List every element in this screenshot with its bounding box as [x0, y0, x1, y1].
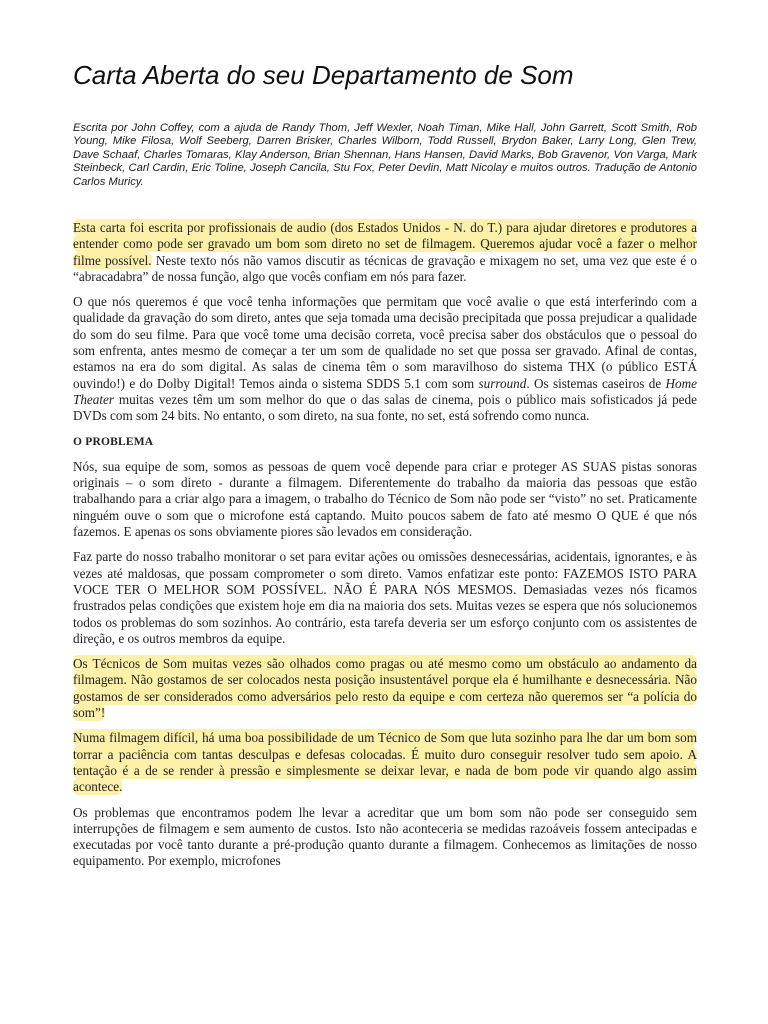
paragraph-team: Nós, sua equipe de som, somos as pessoas de quem você depende para criar e proteger AS SUAS pistas sonoras originais – o som direto - durante a filmagem. Diferentemente do trabalho da maioria das pessoas que estão trabalhando para a criar algo para a imagem, o trabalho do Técnico de Som não pode ser “visto” no set. Praticamente ninguém ouve o som que o microfone está captando. Muito poucos sabem de fato até mesmo O QUE é que nós fazemos. E apenas os sons obviamente piores são levados em consideração. — [73, 458, 697, 540]
italic-term-surround: surround — [478, 375, 527, 391]
italic-term-home-theater: Home Theater — [73, 375, 697, 407]
paragraph-text: Neste texto nós não vamos discutir as técnicas de gravação e mixagem no set, uma vez que este é o “abracadabra” de nossa função, algo que vocês confiam em nós para fazer. — [73, 252, 697, 284]
section-heading-problema: O PROBLEMA — [73, 435, 154, 448]
document-body — [73, 220, 697, 879]
paragraph-difficult-shoot — [73, 730, 697, 795]
paragraph-intro — [73, 220, 697, 285]
paragraph-text: O que nós queremos é que você tenha informações que permitam que você avalie o que está interferindo com a qualidade da gravação do som direto, antes que seja tomada uma decisão precipitada que possa prejudicar a qualidade do som do seu filme. Para que você tome uma decisão correta, você precisa saber dos obstáculos que o pessoal do som enfrenta, antes mesmo de começar a ter um som de qualidade no set que possa ser gravado. Afinal de contas, estamos na era do som digital. As salas de cinema têm o som maravilhoso do sistema THX (o público ESTÁ ouvindo!) e do Dolby Digital! Temos ainda o sistema SDDS 5.1 com som — [73, 294, 697, 391]
paragraph-problems: Os problemas que encontramos podem lhe levar a acreditar que um bom som não pode ser conseguido sem interrupções de filmagem e sem aumento de custos. Isto não aconteceria se medidas razoáveis fossem antecipadas e executadas por você tanto durante a pré-produção quanto durante a filmagem. Conhecemos as limitações de nosso equipamento. Por exemplo, microfones — [73, 804, 697, 869]
document-title: Carta Aberta do seu Departamento de Som — [73, 60, 574, 90]
highlighted-text: Os Técnicos de Som muitas vezes são olhados como pragas ou até mesmo como um obstáculo ao andamento da filmagem. Não gostamos de ser colocados nesta posição insustentável porque ela é humilhante e desnecessária. Não gostamos de ser considerados como adversários pelo resto da equipe e com certeza não queremos ser “a polícia do som”! — [73, 656, 697, 721]
paragraph-monitoring: Faz parte do nosso trabalho monitorar o set para evitar ações ou omissões desnecessárias, acidentais, ignorantes, e às vezes até maldosas, que possam comprometer o som direto. Vamos enfatizar este ponto: FAZEMOS ISTO PARA VOCE TER O MELHOR SOM POSSÍVEL. NÃO É PARA NÓS MESMOS. Demasiadas vezes nós ficamos frustrados pelas condições que existem hoje em dia na maioria dos sets. Muitas vezes se espera que nós solucionemos todos os problemas do som sozinhos. Ao contrário, esta tarefa deveria ser um esforço conjunto com os assistentes de direção, e os outros membros da equipe. — [73, 549, 697, 646]
highlighted-text: Esta carta foi escrita por profissionais de audio (dos Estados Unidos - N. do T.) para ajudar diretores e produtores a entender como pode ser gravado um bom som direto no set de filmagem. Queremos ajudar você a fazer o melhor filme possível. — [73, 220, 697, 268]
paragraph-pests — [73, 656, 697, 721]
paragraph-text: . Os sistemas caseiros de — [526, 375, 666, 391]
authors-credit: Escrita por John Coffey, com a ajuda de Randy Thom, Jeff Wexler, Noah Timan, Mike Hall, John Garrett, Scott Smith, Rob Young, Mike Filosa, Wolf Seeberg, Darren Brisker, Charles Wilborn, Todd Russell, Brydon Baker, Larry Long, Glen Trew, Dave Schaaf, Charles Tomaras, Klay Anderson, Brian Shennan, Hans Hansen, David Marks, Bob Gravenor, Von Varga, Mark Steinbeck, Carl Cardin, Eric Toline, Joseph Cancila, Stu Fox, Peter Devlin, Matt Nicolay e muitos outros. Tradução de Antonio Carlos Muricy. — [73, 122, 697, 188]
paragraph-text: muitas vezes têm um som melhor do que o das salas de cinema, pois o público mais sofisticados já pede DVDs com som 24 bits. No entanto, o som direto, na sua fonte, no set, está sofrendo como nunca. — [73, 391, 697, 424]
paragraph-objective — [73, 294, 697, 424]
highlighted-text: Numa filmagem difícil, há uma boa possibilidade de um Técnico de Som que luta sozinho para lhe dar um bom som torrar a paciência com tantas desculpas e defesas colocadas. É muito duro conseguir resolver tudo sem apoio. A tentação é a de se render à pressão e simplesmente se deixar levar, e nada de bom pode vir quando algo assim acontece. — [73, 730, 697, 795]
